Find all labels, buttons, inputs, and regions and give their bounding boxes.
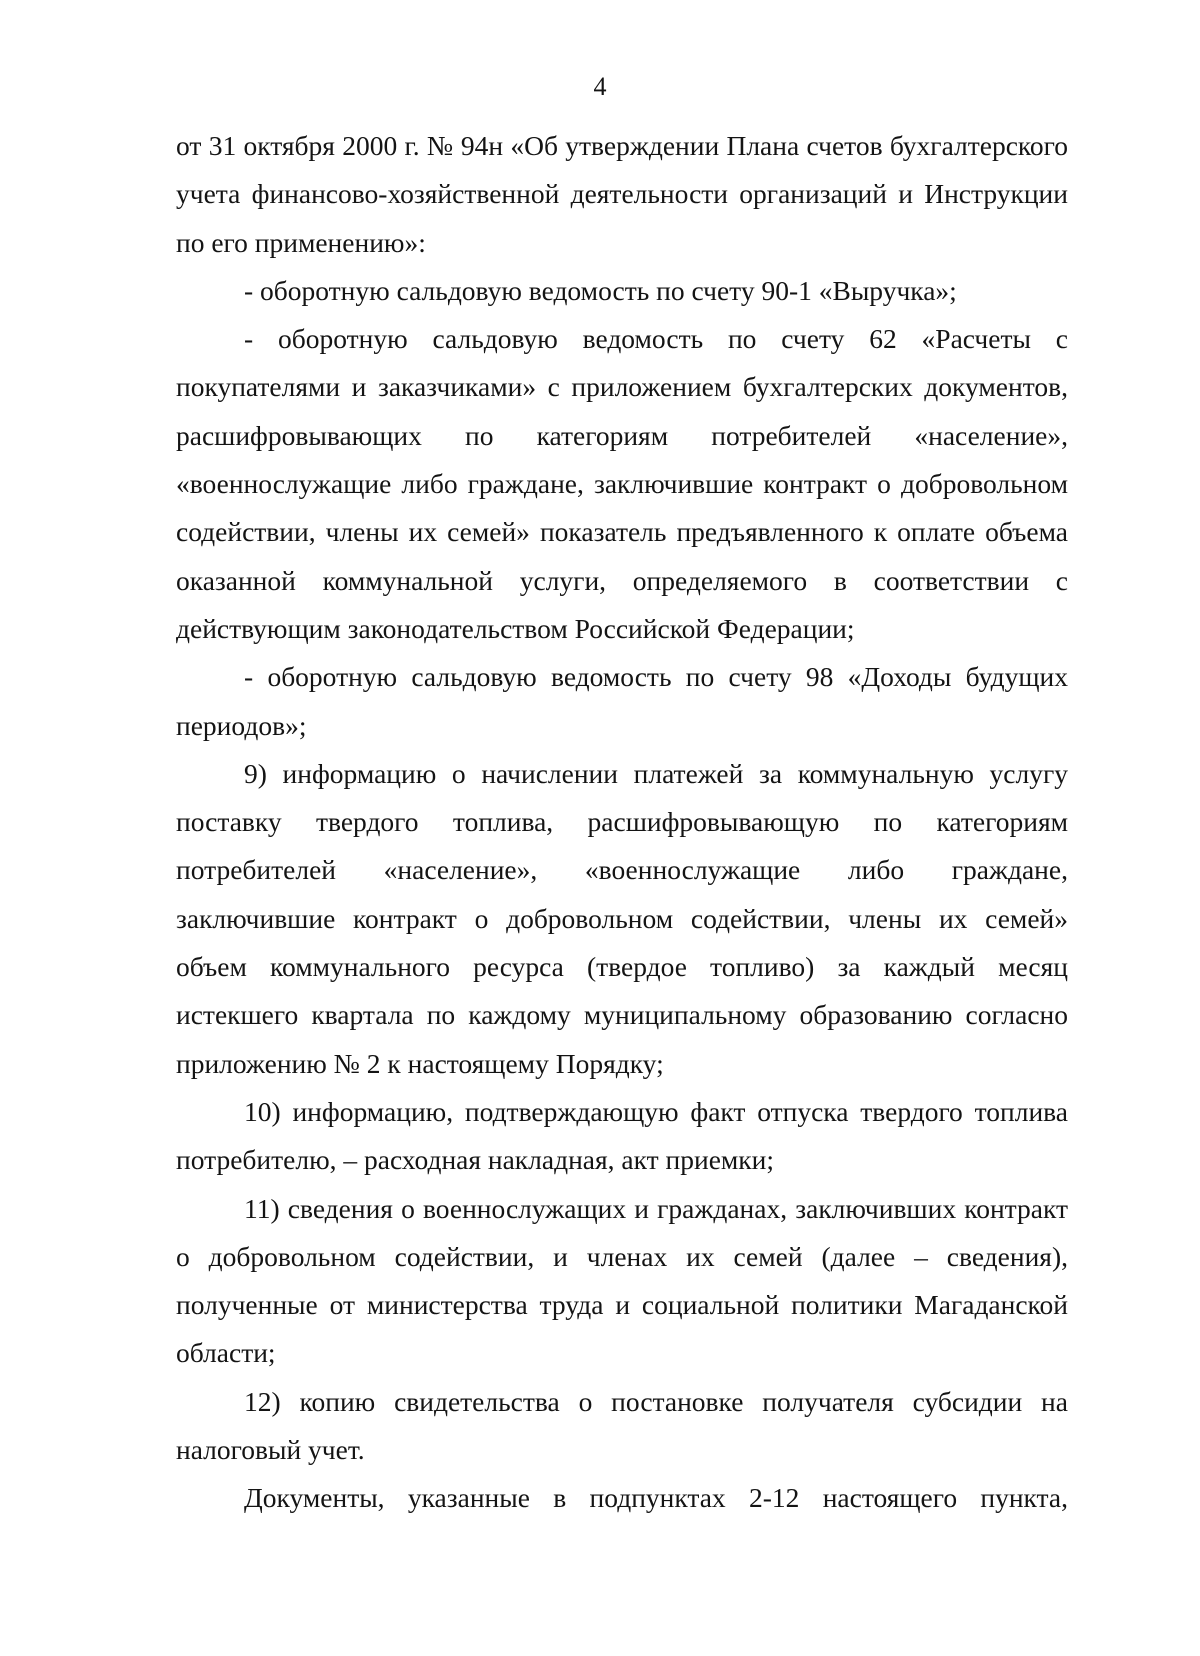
paragraph-documents-continued: Документы, указанные в подпунктах 2-12 настоящего пункта, — [244, 1482, 1068, 1514]
paragraph-item-10: 10) информацию, подтверждающую факт отпуска твердого топлива потребителю, – расходная накладная, акт приемки; — [176, 1095, 1068, 1176]
paragraph-item-11: 11) сведения о военнослужащих и гражданах, заключивших контракт о добровольном содействии, и членах их семей (далее – сведения), полученные от министерства труда и социальной политики Магаданской области; — [176, 1192, 1068, 1369]
paragraph-account-98: - оборотную сальдовую ведомость по счету 98 «Доходы будущих периодов»; — [176, 661, 1068, 741]
page-number: 4 — [593, 72, 607, 101]
paragraph-account-90-1: - оборотную сальдовую ведомость по счету 90-1 «Выручка»; — [244, 274, 957, 306]
document-body — [176, 122, 1068, 1523]
paragraph-item-9: 9) информацию о начислении платежей за коммунальную услугу поставку твердого топлива, расшифровывающую по категориям потребителей «население», «военнослужащие либо граждане, заключившие контракт о добровольном содействии, члены их семей» объем коммунального ресурса (твердое топливо) за каждый месяц истекшего квартала по каждому муниципальному образованию согласно приложению № 2 к настоящему Порядку; — [176, 757, 1068, 1079]
paragraph-order-reference: от 31 октября 2000 г. № 94н «Об утверждении Плана счетов бухгалтерского учета финансово-хозяйственной деятельности организаций и Инструкции по его применению»: — [176, 130, 1068, 258]
paragraph-item-12: 12) копию свидетельства о постановке получателя субсидии на налоговый учет. — [176, 1385, 1068, 1466]
paragraph-account-62: - оборотную сальдовую ведомость по счету 62 «Расчеты с покупателями и заказчиками» с приложением бухгалтерских документов, расшифровывающих по категориям потребителей «население», «военнослужащие либо граждане, заключившие контракт о добровольном содействии, члены их семей» показатель предъявленного к оплате объема оказанной коммунальной услуги, определяемого в соответствии с действующим законодательством Российской Федерации; — [176, 323, 1068, 644]
